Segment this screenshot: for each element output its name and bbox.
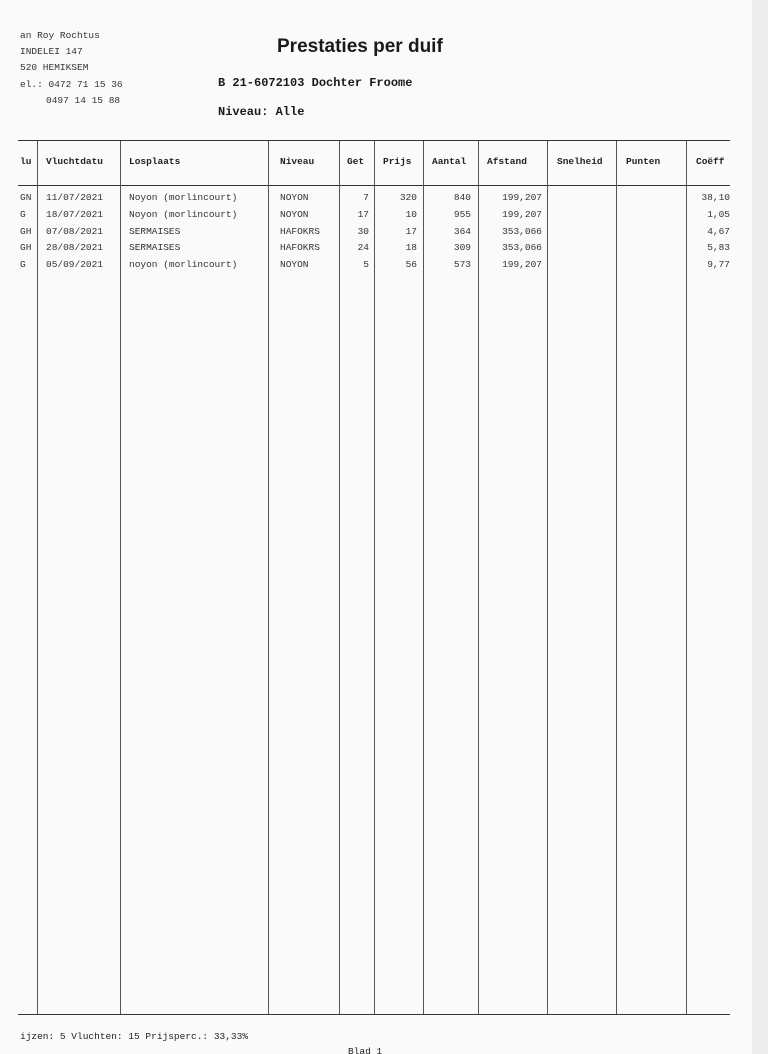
cell-prijs: 18 [405,242,417,254]
cell-lu: GN [20,192,32,203]
cell-date: 05/09/2021 [46,259,104,271]
cell-niveau: NOYON [280,259,309,271]
owner-name: an Roy Rochtus [20,30,100,41]
column-header-snelheid: Snelheid [557,156,603,167]
cell-lu: G [20,259,26,271]
column-divider [478,141,479,1014]
cell-aantal: 364 [453,225,471,237]
column-header-niveau: Niveau [280,156,315,167]
cell-afstand: 199,207 [502,192,542,203]
cell-niveau: HAFOKRS [280,225,320,237]
owner-city: 520 HEMIKSEM [20,62,89,73]
cell-coeff: 5,83 [707,242,730,254]
column-divider [547,141,548,1014]
cell-get: 5 [363,259,369,271]
column-header-lu: lu [20,156,32,167]
owner-phone: el.: 0472 71 15 36 [20,79,123,90]
column-divider [423,141,424,1014]
cell-aantal: 309 [453,242,471,254]
column-header-punten: Punten [626,156,661,167]
cell-afstand: 353,066 [502,242,542,254]
cell-afstand: 353,066 [502,225,542,237]
column-divider [120,141,121,1014]
column-divider [616,141,617,1014]
cell-get: 17 [357,208,369,220]
column-divider [339,141,340,1014]
cell-get: 24 [357,242,369,254]
cell-niveau: HAFOKRS [280,242,320,254]
cell-coeff: 9,77 [707,259,730,271]
niveau-filter: Niveau: Alle [218,105,305,119]
cell-lu: GH [20,242,32,254]
cell-lu: GH [20,225,32,237]
cell-niveau: NOYON [280,208,309,220]
cell-coeff: 4,67 [707,225,730,237]
cell-date: 18/07/2021 [46,208,104,220]
column-header-date: Vluchtdatu [46,156,104,167]
scan-edge [752,0,768,1054]
cell-place: Noyon (morlincourt) [129,208,238,220]
cell-place: SERMAISES [129,242,181,254]
column-header-get: Get [347,156,365,167]
column-header-aantal: Aantal [432,156,467,167]
owner-street: INDELEI 147 [20,46,83,57]
cell-prijs: 17 [405,225,417,237]
cell-place: noyon (morlincourt) [129,259,238,271]
cell-afstand: 199,207 [502,259,542,271]
summary-line: ijzen: 5 Vluchten: 15 Prijsperc.: 33,33% [20,1031,249,1042]
cell-get: 30 [357,225,369,237]
table-bottom-rule [18,1014,730,1015]
page-title: Prestaties per duif [277,36,443,57]
column-divider [374,141,375,1014]
column-header-losplaats: Losplaats [129,156,181,167]
page-number: Blad 1 [348,1046,383,1054]
cell-aantal: 840 [453,192,471,203]
cell-date: 07/08/2021 [46,225,104,237]
column-divider [37,141,38,1014]
column-header-prijs: Prijs [383,156,412,167]
cell-aantal: 573 [453,259,471,271]
column-header-afstand: Afstand [487,156,527,167]
cell-prijs: 10 [405,208,417,220]
cell-coeff: 38,10 [701,192,730,203]
pigeon-id: B 21-6072103 Dochter Froome [218,76,413,90]
cell-aantal: 955 [453,208,471,220]
cell-place: Noyon (morlincourt) [129,192,238,203]
cell-get: 7 [363,192,369,203]
cell-prijs: 56 [405,259,417,271]
cell-lu: G [20,208,26,220]
column-divider [686,141,687,1014]
owner-phone-2: 0497 14 15 88 [46,95,121,106]
cell-afstand: 199,207 [502,208,542,220]
cell-date: 11/07/2021 [46,192,104,203]
cell-niveau: NOYON [280,192,309,203]
cell-coeff: 1,05 [707,208,730,220]
column-header-coeff: Coëff [696,156,725,167]
cell-prijs: 320 [399,192,417,203]
cell-date: 28/08/2021 [46,242,104,254]
cell-place: SERMAISES [129,225,181,237]
column-divider [268,141,269,1014]
